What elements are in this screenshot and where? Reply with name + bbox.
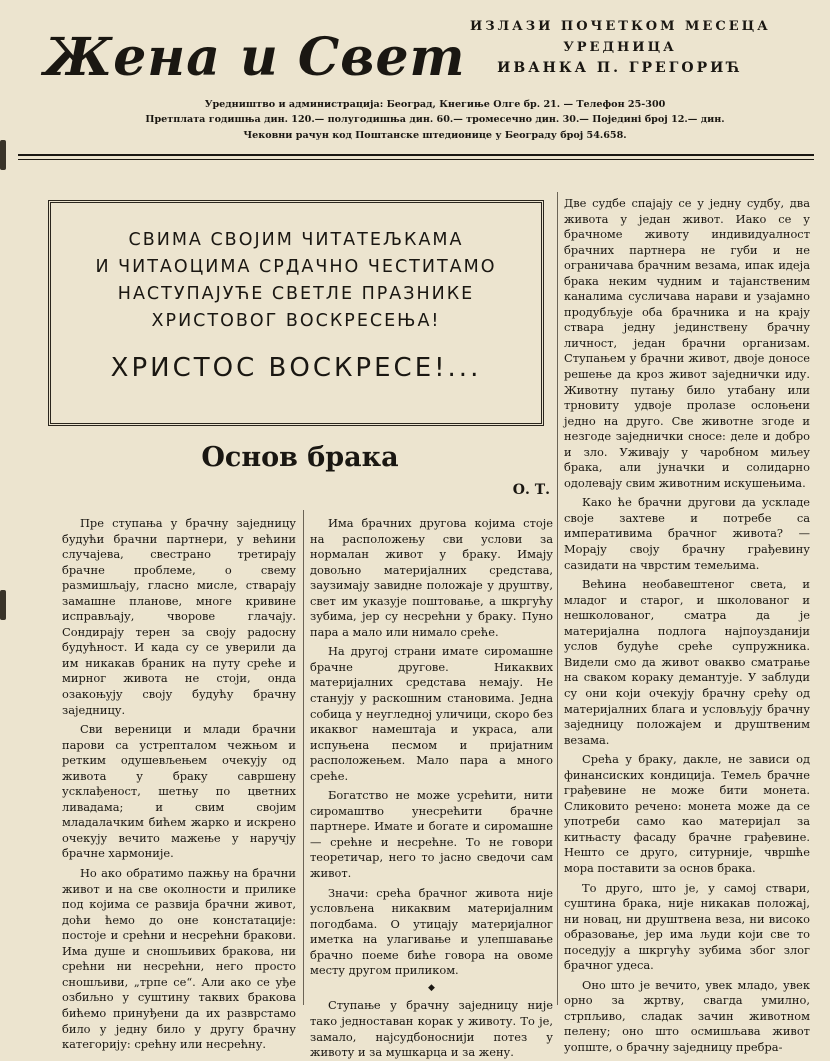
info-address: Уредништво и администрација: Београд, Кнегиње Олге бр. 21. — Телефон 25-300 (204, 99, 666, 110)
binding-hole (0, 140, 6, 170)
binding-hole (0, 590, 6, 620)
issue-note: ИЗЛАЗИ ПОЧЕТКОМ МЕСЕЦА (470, 19, 771, 34)
paragraph: Оно што је вечито, увек младо, увек орно за жртву, свагда умилно, стрпљиво, сладак зачин животном пелену; оно што осмишљава живот уопште, о брачну заједницу пребра- (564, 977, 810, 1054)
paragraph: На другој страни имате сиромашне брачне другове. Никаквих материјалних средстава немају. Не станују у раскошним становима. Једна собица у неугледној уличици, скоро без икаквог намештаја и украса, али испуњена песмом и пријатним расположењем. Мало пара а много среће. (310, 644, 553, 783)
info-subscription: Претплата годишња дин. 120.— полугодишња дин. 60.— тромесечно дин. 30.— Појединi број 12.— дин. (145, 114, 725, 125)
header-rule-bottom (18, 159, 814, 160)
greeting-line-4: ХРИСТОВОГ ВОСКРЕСЕЊА! (151, 311, 441, 331)
paragraph: Богатство не може усрећити, нити сиромаштво унесрећити брачне партнере. Имате и богате и сиромашне — срећне и несрећне. То не говори теоретичар, него то јасно сведочи сам живот. (310, 788, 553, 881)
paragraph: Ступање у брачну заједницу није тако једноставан корак у животу. То је, замало, најсудбоноснији потез у животу и за мушкарца и за жену. (310, 998, 553, 1060)
paragraph: Како ће брачни другови да ускладе своје захтеве и потребе са императивима брачног живота? — Морају своју брачну грађевину сазидати на чврстим темељима. (564, 495, 810, 572)
section-divider: ◆ (428, 982, 435, 993)
article-column-3 (564, 196, 810, 1054)
editor-label: УРЕДНИЦА (563, 40, 677, 55)
greeting-headline: ХРИСТОС ВОСКРЕСЕ!... (110, 353, 482, 383)
editor-name: ИВАНКА П. ГРЕГОРИЋ (497, 60, 743, 76)
column-rule (303, 510, 304, 1005)
greeting-line-2: И ЧИТАОЦИМА СРДАЧНО ЧЕСТИТАМО (95, 257, 497, 277)
article-column-1 (62, 516, 296, 1052)
paragraph: Срећа у браку, дакле, не зависи од финансиских кондиција. Темељ брачне грађевине не може бити монета. Сликовито речено: монета може да се употреби само као материјал за китњасту фасаду брачне грађевине. Нешто се друго, ситурније, чвршће мора поставити за основ брака. (564, 752, 810, 875)
info-account: Чековни рачун код Поштанске штедионице у Београду број 54.658. (243, 130, 627, 141)
paragraph: Пре ступања у брачну заједницу будући брачни партнери, у већини случајева, свестрано третирају брачне проблеме, о свему размишљају, гласно мисле, стварају замашне планове, многе кривине исправљају, чворове глачају. Сондирају терен за своју радосну будућност. И када су се уверили да им никакав браник на путу среће и мирног живота не стоји, онда озакоњују своју будућу брачну заједницу. (62, 516, 296, 717)
paragraph: Но ако обратимо пажњу на брачни живот и на све околности и прилике под којима се развија брачни живот, доћи ћемо до оне констатације: постоје и срећни и несрећни бракови. Има душе и сношљивих бракова, ни срећни ни несрећни, него просто сношљиви, „трпе се“. Али ако се уђе озбиљно у суштину таквих бракова бићемо принуђени да их разврстамо било у једну било у другу брачну категорију: срећну или несрећну. (62, 866, 296, 1052)
paragraph: То друго, што је, у самој ствари, суштина брака, није никакав положај, ни новац, ни друштвена веза, ни високо образовање, јер има људи који све то поседују а шкргућу зубима због злог брачног удеса. (564, 880, 810, 973)
column-rule (557, 192, 558, 1005)
paragraph: Сви вереници и млади брачни парови са устрепталом чежњом и ретким одушевљењем очекују од живота у браку савршену усклађеност, шетњу по цветних ливадама; и свим својим младалачким бићем жарко и искрено очекују вечито мажење у наручју брачне хармоније. (62, 722, 296, 861)
paragraph: Две судбе спајају се у једну судбу, два живота у један живот. Иако се у брачноме животу индивидуалност брачних партнера не губи и не ограничава брачним везама, ипак идеја брака неким чудним и тајанственим каналима сусличава нарави и узајамно продубљује оба брачника и на крају ствара једну јединствену брачну личност, један брачни организам. Ступањем у брачни живот, двоје доносе решење да кроз живот заједнички иду. Животну путању било утабану или трновиту удвоје пролазе ослоњени једно на друго. Све животне згоде и незгоде заједнички сносе: деле и добро и зло. Уживају у чаробном миљеу брака, али јуначки и солидарно одолевају свим животним искушењима. (564, 196, 810, 490)
article-author: О. Т. (512, 482, 550, 498)
masthead-title: Жена и Свет (44, 27, 466, 88)
article-title: Основ брака (201, 442, 399, 473)
header-rule-top (18, 154, 814, 156)
paragraph: Има брачних другова којима стоје на расположењу сви услови за нормалан живот у браку. Имају довољно материјалних средстава, заузимају завидне положаје у друштву, свет им указује поштовање, а шкргућу зубима, јер су несрећни у браку. Пуно пара а мало или нимало среће. (310, 516, 553, 639)
paragraph: Већина необавештеног света, и младог и старог, и школованог и нешколованог, сматра да је материјална подлога најпоузданији услов будуће среће супружника. Видели смо да живот овакво сматрање на сваком кораку демантује. У заблуди су они који очекују брачну срећу од материјалних блага и условљују брачну заједницу положајем и друштвеним везама. (564, 577, 810, 747)
paragraph: Значи: срећа брачног живота није условљена никаквим материјалним погодбама. О утицају материјалног иметка на улагивање и улепшавање брачно поеме биће говора на овоме месту другом приликом. (310, 885, 553, 978)
greeting-line-3: НАСТУПАЈУЋЕ СВЕТЛЕ ПРАЗНИКЕ (117, 284, 475, 304)
article-column-2 (310, 516, 553, 1060)
greeting-line-1: СВИМА СВОЈИМ ЧИТАТЕЉКАМА (128, 230, 464, 250)
